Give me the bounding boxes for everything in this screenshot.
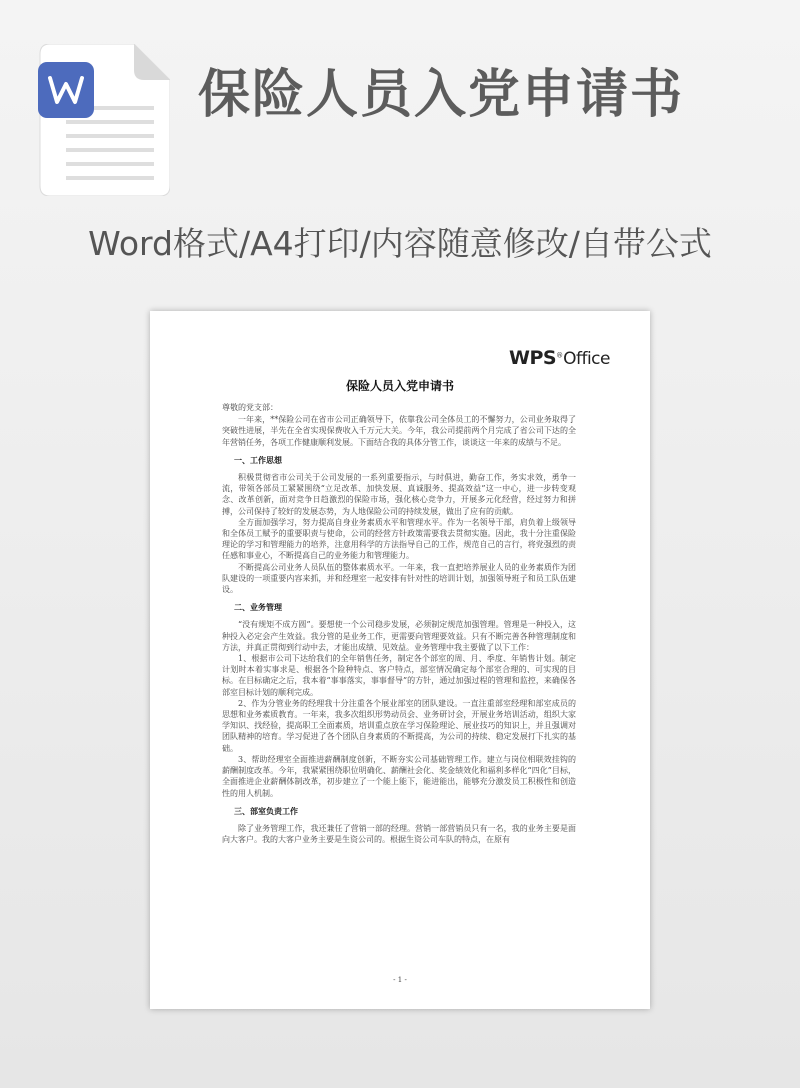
paragraph: 积极贯彻省市公司关于公司发展的一系列重要指示，与时俱进，勤奋工作，务实求效，勇争一流，带领各部员工紧紧围绕“立足改革、加快发展、真诚服务、提高效益”这一中心，进一步转变观念、改革创新，面对竞争日趋激烈的保险市场，强化核心竞争力，开展多元化经营，经过努力和拼搏，公司保持了较好的发展态势，为人地保险公司的持续发展，做出了应有的贡献。: [222, 473, 576, 516]
section-heading: 二、业务管理: [234, 602, 282, 613]
office-logo-text: Office: [563, 349, 610, 369]
page-number: - 1 -: [393, 976, 407, 984]
paragraph: 全方面加强学习，努力提高自身业务素质水平和管理水平。作为一名领导干部，肩负着上级领导和全体员工赋予的重要职责与使命，公司的经营方针政策需要我去贯彻实施。因此，我十分注重保险理论的学习和管理能力的培养，注意用科学的方法指导自己的工作，规范自己的言行，将党强烈的责任感和事业心，不断提高自己的业务能力和管理能力。: [222, 517, 576, 561]
paragraph: 2、作为分管业务的经理我十分注重各个展业部室的团队建设。一直注重部室经理和部室成员的思想和业务素质教育。一年来，我多次组织形势动员会、业务研讨会，开展业务培训活动，组织大家学知识、找经验，提高职工全面素质，培训重点放在学习保险理论、展业技巧的知识上，并且强调对团队精神的培育。学习促进了各个团队自身素质的不断提高，为公司的持续、稳定发展打下扎实的基础。: [222, 698, 576, 753]
wps-office-logo: WPS®Office: [509, 347, 610, 369]
document-title: 保险人员入党申请书: [345, 379, 454, 393]
page-title: 保险人员入党申请书: [198, 65, 685, 125]
wps-logo-text: WPS: [509, 347, 557, 369]
document-preview-page: [150, 311, 650, 1009]
paragraph: 除了业务管理工作，我还兼任了营销一部的经理。营销一部营销员只有一名，我的业务主要是面向大客户。我的大客户业务主要是生资公司的。根据生资公司车队的特点，在原有: [222, 823, 576, 845]
paragraph: 3、帮助经理室全面推进薪酬制度创新，不断夯实公司基础管理工作。建立与岗位相联效挂钩的薪酬制度改革。今年，我紧紧围绕职位明确化、薪酬社会化、奖金绩效化和福利多样化“四化”目标，全面推进企业薪酬体制改革，初步建立了一个能上能下，能进能出，能够充分激发员工积极性和创造性的用人机制。: [222, 754, 576, 798]
section-heading: 三、部室负责工作: [234, 805, 298, 816]
paragraph: 不断提高公司业务人员队伍的整体素质水平。一年来，我一直把培养展业人员的业务素质作为团队建设的一项重要内容来抓，并和经理室一起安排有针对性的培训计划，加强领导班子和员工队伍建设。: [222, 562, 576, 595]
greeting: 尊敬的党支部：: [222, 403, 278, 412]
word-document-icon: [38, 44, 170, 196]
paragraph: 1、根据市公司下达给我们的全年销售任务，制定各个部室的周、月、季度、年销售计划。制定计划时本着实事求是、根据各个险种特点、客户特点，部室情况确定每个部室合理的、可实现的目标。在目标确定之后，我本着“事事落实，事事督导”的方针，通过加强过程的管理和监控，来确保各部室目标计划的顺利完成。: [222, 654, 576, 697]
feature-subtitle: Word格式/A4打印/内容随意修改/自带公式: [88, 224, 712, 263]
paragraph: “没有规矩不成方圆”。要想使一个公司稳步发展，必须制定规范加强管理。管理是一种投入，这种投入必定会产生效益。我分管的是业务工作，更需要向管理要效益。只有不断完善各种管理制度和方法，并真正贯彻到行动中去，才能出成绩、见效益。业务管理中我主要做了以下工作：: [222, 620, 576, 652]
document-body: [222, 402, 576, 845]
paragraph: 一年来，**保险公司在省市公司正确领导下，依靠我公司全体员工的不懈努力，公司业务取得了突破性进展，半先在全省实现保费收入千万元大关。今年，我公司提前两个月完成了省公司下达的全年营销任务，各项工作健康顺利发展。下面结合我的具体分管工作，谈谈这一年来的成绩与不足。: [222, 415, 576, 447]
section-heading: 一、工作思想: [234, 454, 282, 465]
